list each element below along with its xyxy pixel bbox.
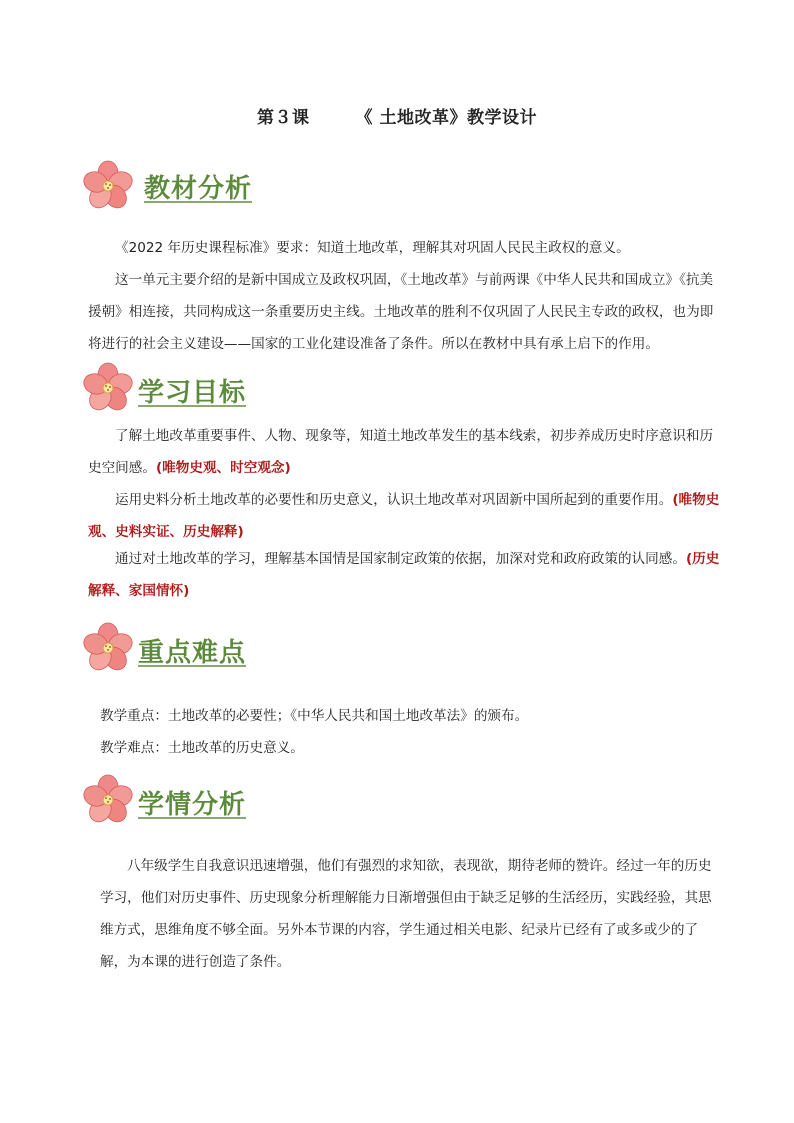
section-header-textbook-analysis	[78, 158, 338, 214]
paragraph-curriculum-standard: 《2022 年历史课程标准》要求：知道土地改革，理解其对巩固人民民主政权的意义。	[115, 240, 630, 256]
section-heading: 重点难点	[138, 638, 247, 668]
objective-text: 通过对土地改革的学习，理解基本国情是国家制定政策的依据，加深对党和政府政策的认同感。	[115, 551, 686, 567]
teaching-focus: 教学重点：土地改革的必要性；《中华人民共和国土地改革法》的颁布。	[100, 708, 529, 724]
objective-literacy-tag: (唯物史观、时空观念)	[155, 460, 291, 476]
objective-item-1	[88, 420, 724, 484]
lesson-number: 第３课	[257, 108, 310, 128]
objective-literacy-tag: (唯物史观、史料实证、历史解释)	[88, 492, 720, 540]
objective-text: 运用史料分析土地改革的必要性和历史意义，认识土地改革对巩固新中国所起到的重要作用。	[115, 492, 673, 508]
section-heading: 学情分析	[138, 790, 247, 820]
objective-item-2	[88, 484, 724, 548]
document-title	[0, 103, 794, 128]
section-header-student-analysis	[78, 772, 338, 828]
section-header-key-points	[78, 620, 338, 676]
teaching-difficulty: 教学难点：土地改革的历史意义。	[100, 740, 304, 756]
paragraph-unit-overview: 这一单元主要介绍的是新中国成立及政权巩固，《土地改革》与前两课《中华人民共和国成立》《抗美援朝》相连接，共同构成这一条重要历史主线。土地改革的胜利不仅巩固了人民民主专政的政权，也为即将进行的社会主义建设——国家的工业化建设准备了条件。所以在教材中具有承上启下的作用。	[88, 272, 714, 352]
plum-blossom-icon	[78, 620, 138, 676]
objective-text: 了解土地改革重要事件、人物、现象等，知道土地改革发生的基本线索，初步养成历史时序意识和历史空间感。	[88, 428, 714, 476]
section-heading: 教材分析	[144, 174, 253, 204]
section-header-objectives	[78, 360, 338, 416]
lesson-name: 《 土地改革》教学设计	[355, 108, 537, 128]
section-heading: 学习目标	[138, 378, 247, 408]
paragraph-student-analysis: 八年级学生自我意识迅速增强，他们有强烈的求知欲，表现欲，期待老师的赞许。经过一年的历史学习，他们对历史事件、历史现象分析理解能力日渐增强但由于缺乏足够的生活经历，实践经验，其思维方式，思维角度不够全面。另外本节课的内容，学生通过相关电影、纪录片已经有了或多或少的了解，为本课的进行创造了条件。	[100, 858, 712, 970]
plum-blossom-icon	[78, 772, 138, 828]
objective-literacy-tag: (历史解释、家国情怀)	[88, 551, 720, 599]
plum-blossom-icon	[78, 158, 138, 214]
plum-blossom-icon	[78, 360, 138, 416]
objective-item-3	[88, 543, 724, 607]
